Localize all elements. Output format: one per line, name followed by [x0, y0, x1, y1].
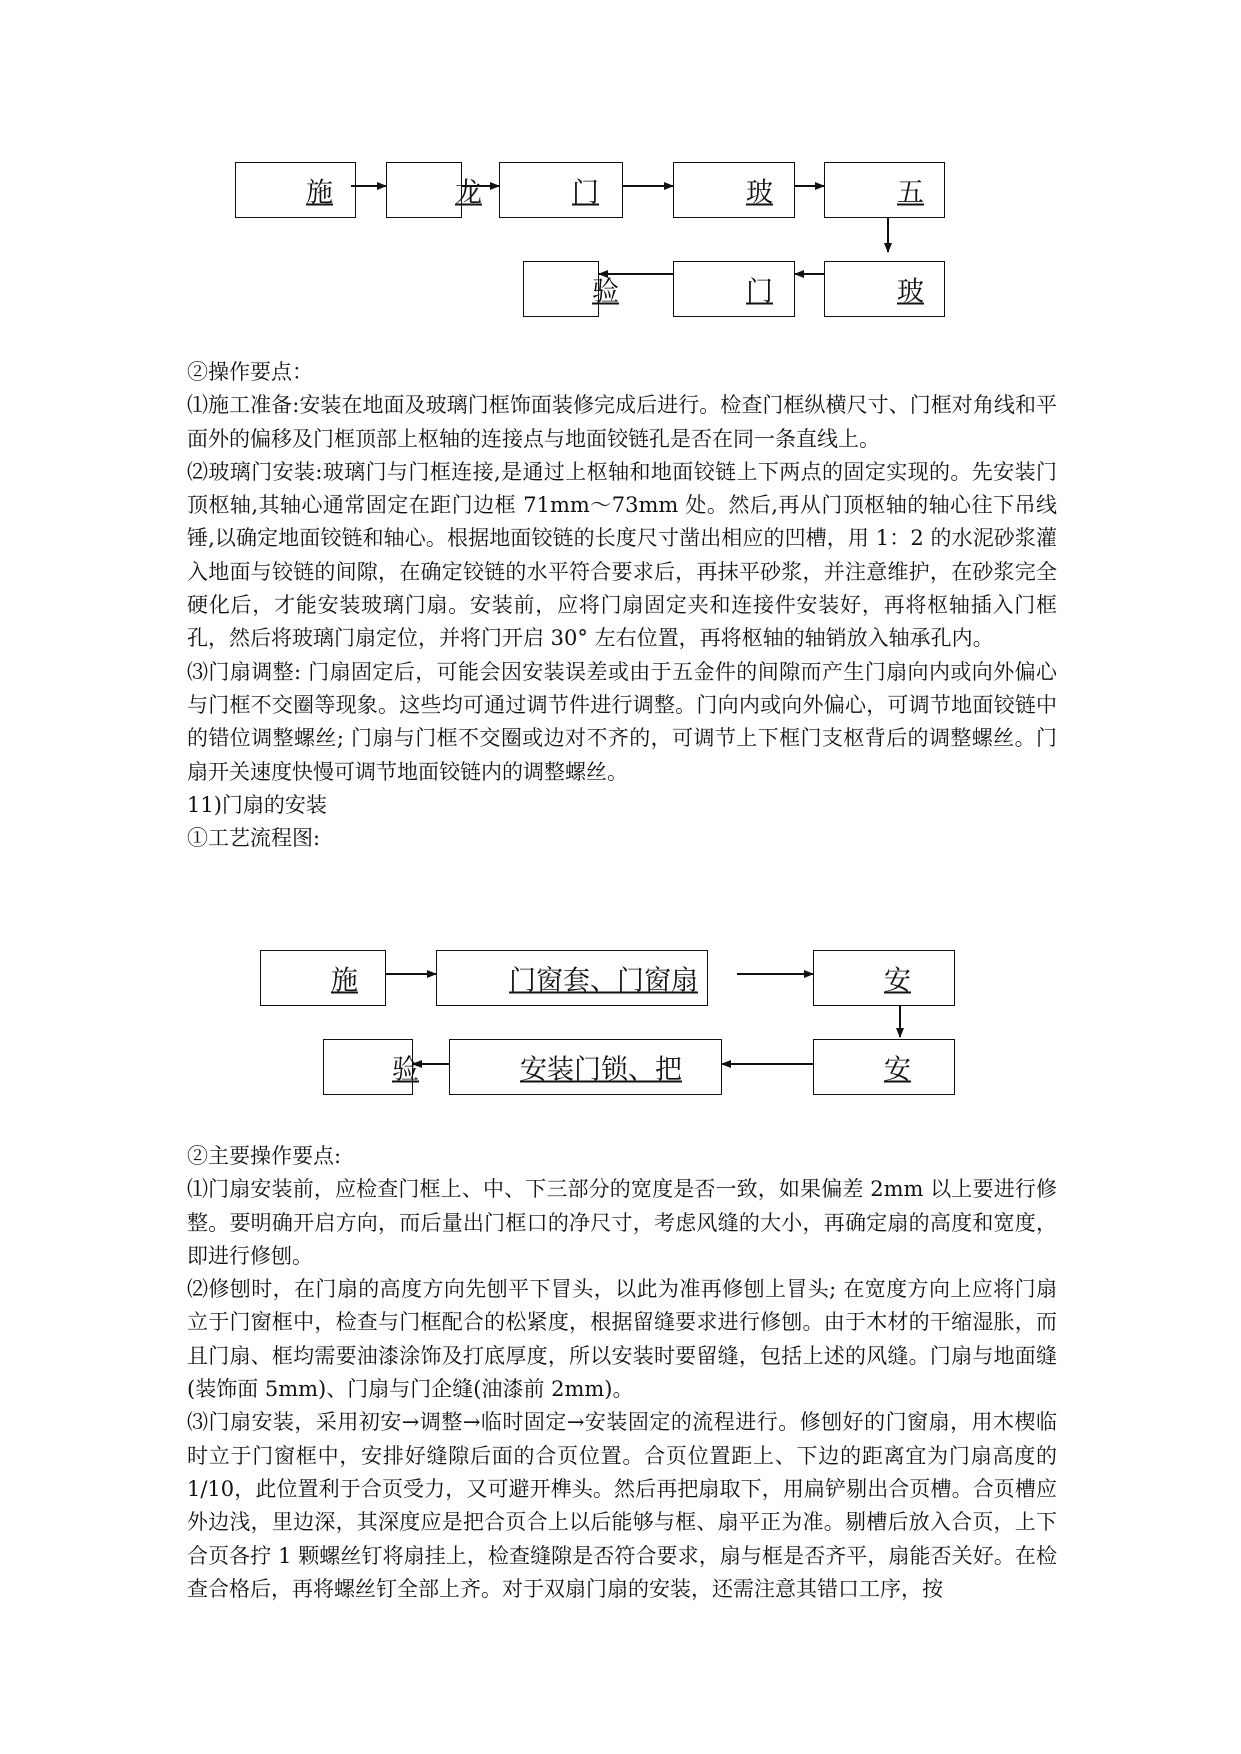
flow-chart-label: ①工艺流程图: — [187, 826, 321, 851]
flow1-box-8 — [824, 261, 945, 317]
flow1-box-6-label: 验 — [592, 276, 619, 308]
section-a — [187, 356, 1057, 855]
flow1-box-8-label: 玻 — [897, 276, 924, 308]
section-a-paragraph-2: ⑵玻璃门安装:玻璃门与门框连接,是通过上枢轴和地面铰链上下两点的固定实现的。先安装门顶枢轴,其轴心通常固定在距门边框 71mm～73mm 处。然后,再从门顶枢轴的轴心往下吊线锤,以确定地面铰链和轴心。根据地面铰链的长度尺寸凿出相应的凹槽，用 1：2 的水泥砂浆灌入地面与铰链的间隙，在确定铰链的水平符合要求后，再抹平砂浆，并注意维护，在砂浆完全硬化后，才能安装玻璃门扇。安装前，应将门扇固定夹和连接件安装好，再将枢轴插入门框孔，然后将玻璃门扇定位，并将门开启 30° 左右位置，再将枢轴的轴销放入轴承孔内。 — [187, 459, 1057, 651]
flow2-box-6 — [813, 1039, 955, 1095]
flow2-box-6-label: 安 — [884, 1054, 911, 1086]
flow1-box-4-label: 玻 — [746, 177, 773, 209]
flow1-box-6 — [523, 261, 619, 317]
flow1-box-1-label: 施 — [306, 177, 333, 209]
flow2-box-2 — [436, 950, 708, 1006]
flow2-box-1 — [260, 950, 386, 1006]
flow1-box-5 — [824, 162, 945, 218]
flow2-box-4-label: 验 — [392, 1054, 419, 1086]
flow2-box-2-label: 门窗套、门窗扇 — [509, 965, 698, 997]
flow1-box-4 — [673, 162, 795, 218]
section-b — [187, 1140, 1057, 1606]
section-a-heading: ②操作要点： — [187, 360, 313, 384]
flow1-box-1 — [235, 162, 356, 218]
section-a-paragraph-3: ⑶门扇调整: 门扇固定后，可能会因安装误差或由于五金件的间隙而产生门扇向内或向外偏心与门框不交圈等现象。这些均可通过调节件进行调整。门向内或向外偏心，可调节地面铰链中的错位调整螺丝; 门扇与门框不交圈或边对不齐的，可调节上下框门支枢背后的调整螺丝。门扇开关速度快慢可调节地面铰链内的调整螺丝。 — [187, 659, 1057, 784]
section-b-heading: ②主要操作要点: — [187, 1144, 342, 1168]
flow1-box-5-label: 五 — [897, 177, 924, 209]
flow2-box-1-label: 施 — [331, 965, 358, 997]
section-b-paragraph-3: ⑶门扇安装，采用初安→调整→临时固定→安装固定的流程进行。修刨好的门窗扇，用木楔临时立于门窗框中，安排好缝隙后面的合页位置。合页位置距上、下边的距离宜为门扇高度的 1/10，此位置利于合页受力，又可避开榫头。然后再把扇取下，用扁铲剔出合页槽。合页槽应外边浅，里边深，其深度应是把合页合上以后能够与框、扇平正为准。剔槽后放入合页，上下合页各拧 1 颗螺丝钉将扇挂上，检查缝隙是否符合要求，扇与框是否齐平，扇能否关好。在检查合格后，再将螺丝钉全部上齐。对于双扇门扇的安装，还需注意其错口工序，按 — [187, 1410, 1057, 1601]
flow2-box-5 — [449, 1039, 722, 1095]
section-b-paragraph-2: ⑵修刨时，在门扇的高度方向先刨平下冒头，以此为准再修刨上冒头; 在宽度方向上应将门扇立于门窗框中，检查与门框配合的松紧度，根据留缝要求进行修刨。由于木材的干缩湿胀，而且门扇、框均需要油漆涂饰及打底厚度，所以安装时要留缝，包括上述的风缝。门扇与地面缝(装饰面 5mm)、门扇与门企缝(油漆前 2mm)。 — [187, 1277, 1057, 1402]
flow2-box-4 — [323, 1039, 419, 1095]
flow1-box-3-label: 门 — [572, 177, 599, 209]
flow1-box-7 — [673, 261, 795, 317]
section-b-paragraph-1: ⑴门扇安装前，应检查门框上、中、下三部分的宽度是否一致，如果偏差 2mm 以上要进行修整。要明确开启方向，而后量出门框口的净尺寸，考虑风缝的大小，再确定扇的高度和宽度，即进行修刨。 — [187, 1177, 1057, 1268]
flow1-box-7-label: 门 — [746, 276, 773, 308]
flow1-box-3 — [499, 162, 623, 218]
flow2-box-5-label: 安装门锁、把 — [520, 1054, 682, 1086]
flow1-box-2-label: 龙 — [455, 177, 482, 209]
section-a-paragraph-1: ⑴施工准备:安装在地面及玻璃门框饰面装修完成后进行。检查门框纵横尺寸、门框对角线和平面外的偏移及门框顶部上枢轴的连接点与地面铰链孔是否在同一条直线上。 — [187, 393, 1057, 451]
section-11-heading: 11)门扇的安装 — [187, 792, 327, 817]
flow2-box-3-label: 安 — [884, 965, 911, 997]
flow2-box-3 — [813, 950, 955, 1006]
flow1-box-2 — [386, 162, 482, 218]
